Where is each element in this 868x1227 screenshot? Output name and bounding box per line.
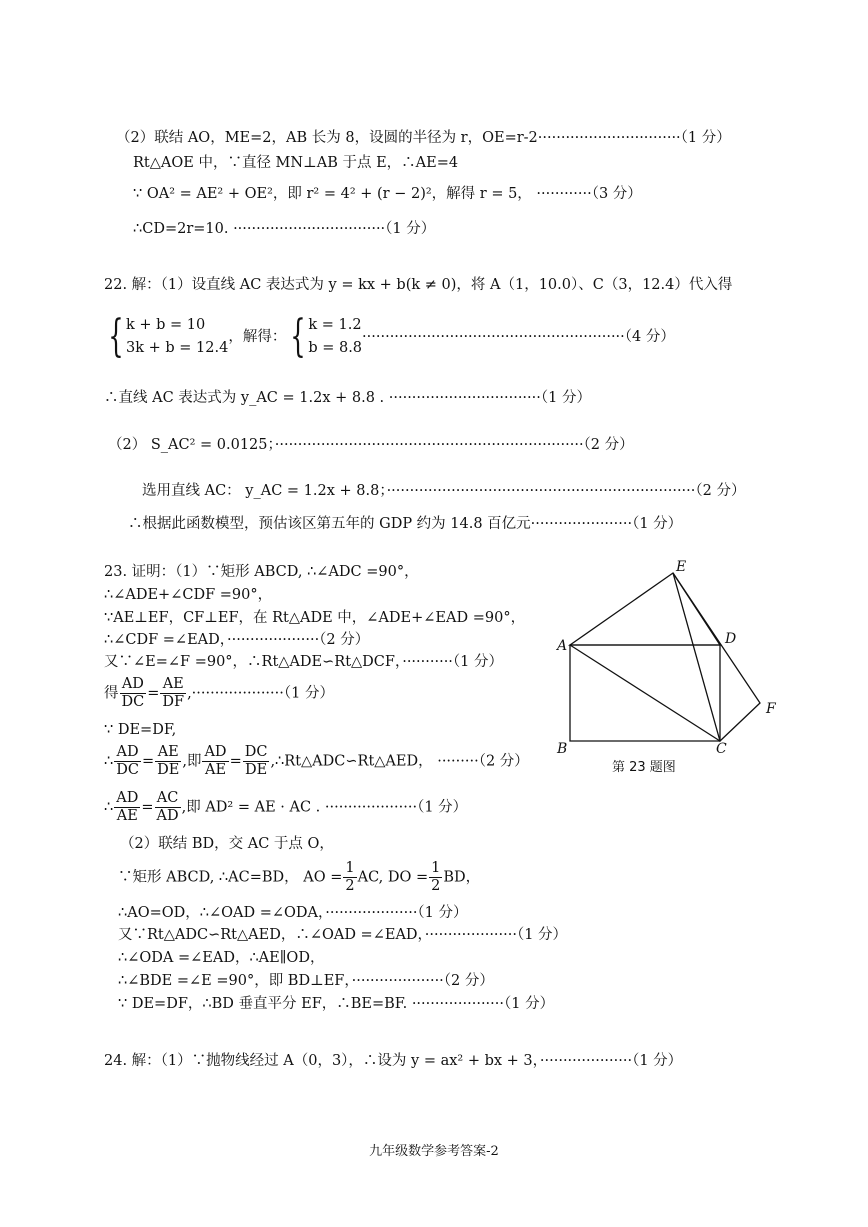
fraction: $\frac{AE}{DF}$: [162, 676, 185, 710]
fraction-line: 得 $\frac{AD}{DC}$ = $\frac{AE}{DF}$ ,····················（1 分）: [104, 676, 334, 710]
point-label-f: F: [766, 701, 776, 717]
solution-system: k = 1.2 b = 8.8: [308, 317, 363, 356]
score-mark: ·························································（4 分）: [362, 329, 675, 345]
text-line: ∵ DE=DF，∴BD 垂直平分 EF，∴BE=BF. ····················（1 分）: [118, 996, 555, 1012]
point-label-e: E: [676, 559, 687, 575]
text-line: ∴∠CDF =∠EAD，····················（2 分）: [104, 632, 370, 648]
fraction: $\frac{AC}{AD}$: [156, 790, 179, 824]
text-line: ∴∠ODA =∠EAD，∴AE∥OD，: [118, 950, 325, 966]
text-line: ∴AO=OD，∴∠OAD =∠ODA，····················（1 分）: [118, 905, 468, 921]
text-line: ∴直线 AC 表达式为 y_AC = 1.2x + 8.8 . ·································（1 分）: [104, 390, 591, 406]
brace-symbol: {: [108, 311, 124, 362]
text-line: ∵ OA² = AE² + OE²，即 r² = 4² + (r − 2)²，解得 r = 5， ············（3 分）: [133, 186, 642, 202]
figure-caption: 第 23 题图: [612, 760, 676, 775]
fraction: $\frac{AD}{AE}$: [204, 744, 227, 778]
text-line: 23. 证明：（1）∵矩形 ABCD, ∴∠ADC =90°，: [104, 564, 419, 580]
text-line: ∵AE⊥EF，CF⊥EF，在 Rt△ADE 中，∠ADE+∠EAD =90°，: [104, 610, 526, 626]
fraction: $\frac{1}{2}$: [345, 860, 355, 894]
point-label-b: B: [557, 741, 568, 756]
equation-system-line: [104, 311, 675, 362]
fraction-line: ∴ $\frac{AD}{DC}$ = $\frac{AE}{DE}$ ,即 $\frac{AD}{AE}$ = $\frac{DC}{DE}$ ,∴Rt△ADC∽Rt△AED， ·········（2 分）: [104, 744, 529, 778]
text-line: Rt△AOE 中，∵直径 MN⊥AB 于点 E，∴AE=4: [133, 155, 459, 171]
text-line: 22. 解：（1）设直线 AC 表达式为 y = kx + b(k ≠ 0)，将 A（1，10.0）、C（3，12.4）代入得: [104, 277, 733, 293]
text-line: 又∵∠E=∠F =90°，∴Rt△ADE∽Rt△DCF，···········（1 分）: [104, 654, 503, 670]
text-line: （2）联结 AO，ME=2，AB 长为 8，设圆的半径为 r，OE=r-2·······························（1 分）: [116, 130, 731, 146]
fraction: $\frac{AD}{DC}$: [121, 676, 145, 710]
equation-system: k + b = 10 3k + b = 12.4: [126, 317, 229, 356]
text-line: ∴CD=2r=10. ·································（1 分）: [133, 221, 436, 237]
fraction: $\frac{DC}{DE}$: [244, 744, 268, 778]
fraction: $\frac{1}{2}$: [431, 860, 441, 894]
text-line: ∴∠ADE+∠CDF =90°，: [104, 587, 273, 603]
text-line: （2） S_AC² = 0.0125；···································································（2 分）: [108, 437, 634, 453]
triangle-ecf: [673, 573, 760, 741]
text-line: 又∵Rt△ADC∽Rt△AED，∴∠OAD =∠EAD，····················（1 分）: [118, 927, 568, 943]
fraction: $\frac{AD}{AE}$: [116, 790, 139, 824]
text-line: ∴根据此函数模型，预估该区第五年的 GDP 约为 14.8 百亿元······················（1 分）: [128, 516, 683, 532]
point-label-a: A: [557, 638, 568, 654]
fraction-line: ∴ $\frac{AD}{AE}$ = $\frac{AC}{AD}$ ,即 AD² = AE · AC . ····················（1 分）: [104, 790, 468, 824]
fraction: $\frac{AD}{DC}$: [116, 744, 139, 778]
text-line: 24. 解：（1）∵抛物线经过 A（0，3），∴设为 y = ax² + bx + 3，····················（1 分）: [104, 1053, 683, 1069]
text-line: （2）联结 BD，交 AC 于点 O，: [120, 836, 334, 852]
text-line: ∵ DE=DF,: [104, 722, 177, 738]
text-line: ∴∠BDE =∠E =90°，即 BD⊥EF，····················（2 分）: [118, 973, 494, 989]
page-footer: 九年级数学参考答案-2: [369, 1144, 499, 1159]
point-label-c: C: [716, 741, 727, 756]
fraction-line: ∵矩形 ABCD, ∴AC=BD， AO = $\frac{1}{2}$ AC, DO = $\frac{1}{2}$ BD，: [118, 860, 481, 894]
solve-label: ，解得：: [228, 329, 287, 345]
text-line: 选用直线 AC： y_AC = 1.2x + 8.8；···································································（2 分）: [142, 483, 746, 499]
geometry-figure: [548, 556, 788, 756]
point-label-d: D: [725, 631, 737, 647]
brace-symbol: {: [290, 311, 307, 362]
fraction: $\frac{AE}{DE}$: [157, 744, 180, 778]
